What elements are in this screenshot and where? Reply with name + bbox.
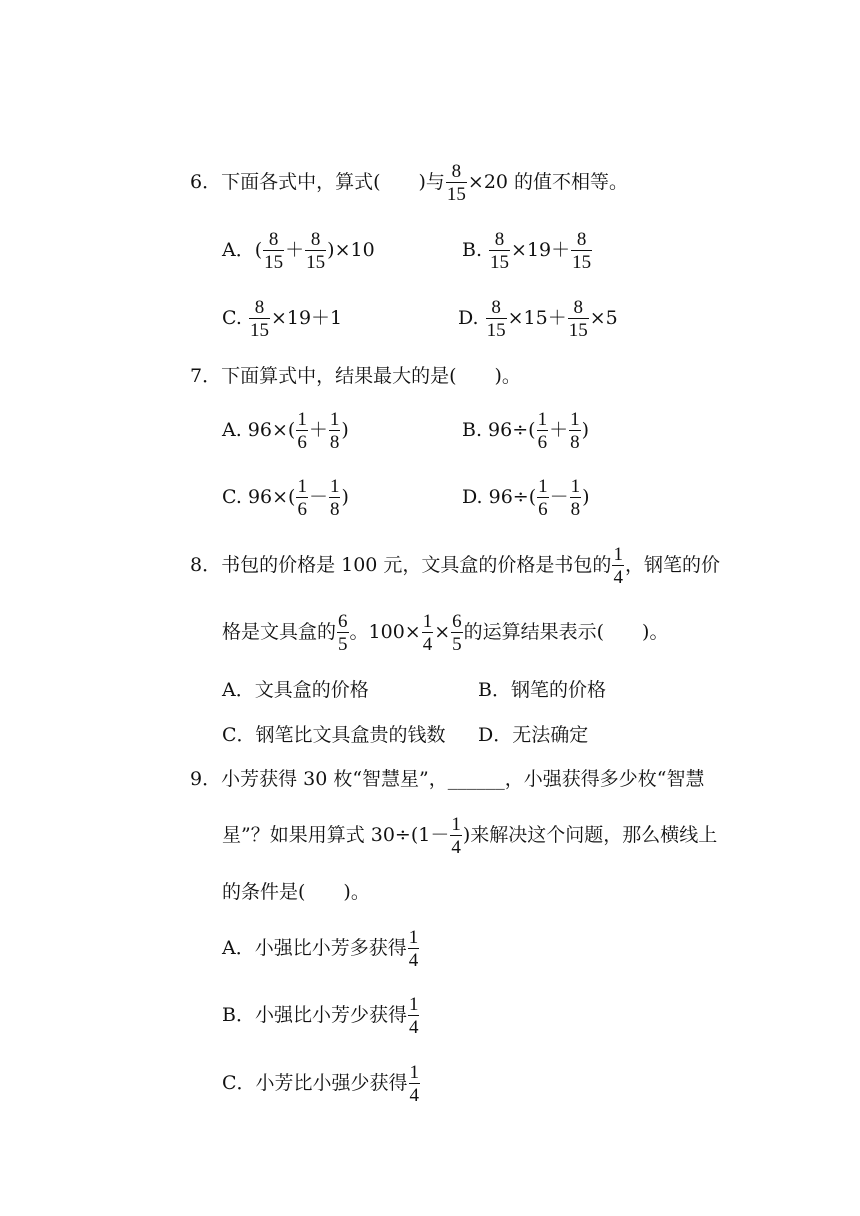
- fraction: $\frac{8}{15}$: [486, 297, 506, 341]
- question-8-option-d: D．无法确定: [478, 724, 589, 746]
- question-9-line-1: 9．小芳获得 30 枚“智慧星”，______，小强获得多少枚“智慧: [190, 768, 705, 790]
- fraction: $\frac{1}{8}$: [570, 409, 580, 453]
- fraction: $\frac{6}{5}$: [452, 611, 462, 655]
- question-9-line-3: 的条件是( )。: [222, 881, 370, 903]
- fraction: $\frac{1}{8}$: [329, 409, 340, 453]
- fraction: $\frac{1}{4}$: [422, 611, 433, 655]
- question-6-stem-text: ×20 的值不相等。: [467, 171, 629, 193]
- question-8-option-b: B．钢笔的价格: [478, 679, 606, 701]
- question-9-line-2: 星”？如果用算式 30÷(1－ $\frac{1}{4}$ )来解决这个问题，那么横线上: [222, 814, 718, 858]
- question-8-option-a: A．文具盒的价格: [222, 679, 369, 701]
- fraction: $\frac{1}{4}$: [408, 994, 419, 1038]
- question-6-option-a: A．( $\frac{8}{15}$ ＋ $\frac{8}{15}$ )×10: [222, 229, 375, 273]
- question-8-line-1: 8．书包的价格是 100 元，文具盒的价格是书包的 $\frac{1}{4}$ ，钢笔的价: [190, 544, 720, 588]
- question-9-option-b: B．小强比小芳少获得 $\frac{1}{4}$: [222, 994, 419, 1038]
- question-7-option-a: A. 96×( $\frac{1}{6}$ ＋ $\frac{1}{8}$ ): [222, 409, 349, 453]
- question-8-line-2: 格是文具盒的 $\frac{6}{5}$ 。100× $\frac{1}{4}$ × $\frac{6}{5}$ 的运算结果表示( )。: [222, 611, 669, 655]
- question-6-stem: [190, 162, 628, 204]
- fraction: $\frac{8}{15}$: [446, 161, 466, 205]
- question-6-option-b: B. $\frac{8}{15}$ ×19＋ $\frac{8}{15}$: [462, 229, 592, 273]
- question-6-option-d: D. $\frac{8}{15}$ ×15＋ $\frac{8}{15}$ ×5: [458, 297, 618, 341]
- fraction: $\frac{1}{6}$: [297, 409, 307, 453]
- fraction: $\frac{8}{15}$: [490, 229, 510, 273]
- question-9-option-a: A．小强比小芳多获得 $\frac{1}{4}$: [222, 927, 419, 971]
- fraction: $\frac{1}{6}$: [538, 476, 548, 520]
- fraction: $\frac{1}{6}$: [297, 476, 307, 520]
- fraction: $\frac{1}{4}$: [409, 1062, 420, 1106]
- fraction: $\frac{1}{4}$: [613, 544, 623, 588]
- question-8-option-c: C．钢笔比文具盒贵的钱数: [222, 724, 446, 746]
- fraction: $\frac{8}{15}$: [249, 297, 269, 341]
- fraction: $\frac{8}{15}$: [568, 297, 588, 341]
- question-6-option-c: C. $\frac{8}{15}$ ×19＋1: [222, 297, 343, 341]
- fraction: $\frac{8}{15}$: [572, 229, 592, 273]
- fraction: $\frac{1}{6}$: [537, 409, 548, 453]
- fraction: $\frac{8}{15}$: [264, 229, 284, 273]
- fraction: $\frac{6}{5}$: [338, 611, 348, 655]
- question-7-stem: 7．下面算式中，结果最大的是( )。: [190, 365, 521, 387]
- question-7-option-c: C. 96×( $\frac{1}{6}$ － $\frac{1}{8}$ ): [222, 476, 349, 520]
- fraction: $\frac{8}{15}$: [306, 229, 326, 273]
- fraction: $\frac{1}{8}$: [570, 476, 581, 520]
- question-7-option-d: D. 96÷( $\frac{1}{6}$ － $\frac{1}{8}$ ): [462, 476, 590, 520]
- question-7-option-b: B. 96÷( $\frac{1}{6}$ ＋ $\frac{1}{8}$ ): [462, 409, 589, 453]
- question-6-stem-text: 6．下面各式中，算式( )与: [190, 171, 445, 193]
- fraction: $\frac{1}{4}$: [451, 814, 461, 858]
- fraction: $\frac{1}{8}$: [329, 476, 340, 520]
- question-9-option-c: C．小芳比小强少获得 $\frac{1}{4}$: [222, 1062, 420, 1106]
- fraction: $\frac{1}{4}$: [408, 927, 419, 971]
